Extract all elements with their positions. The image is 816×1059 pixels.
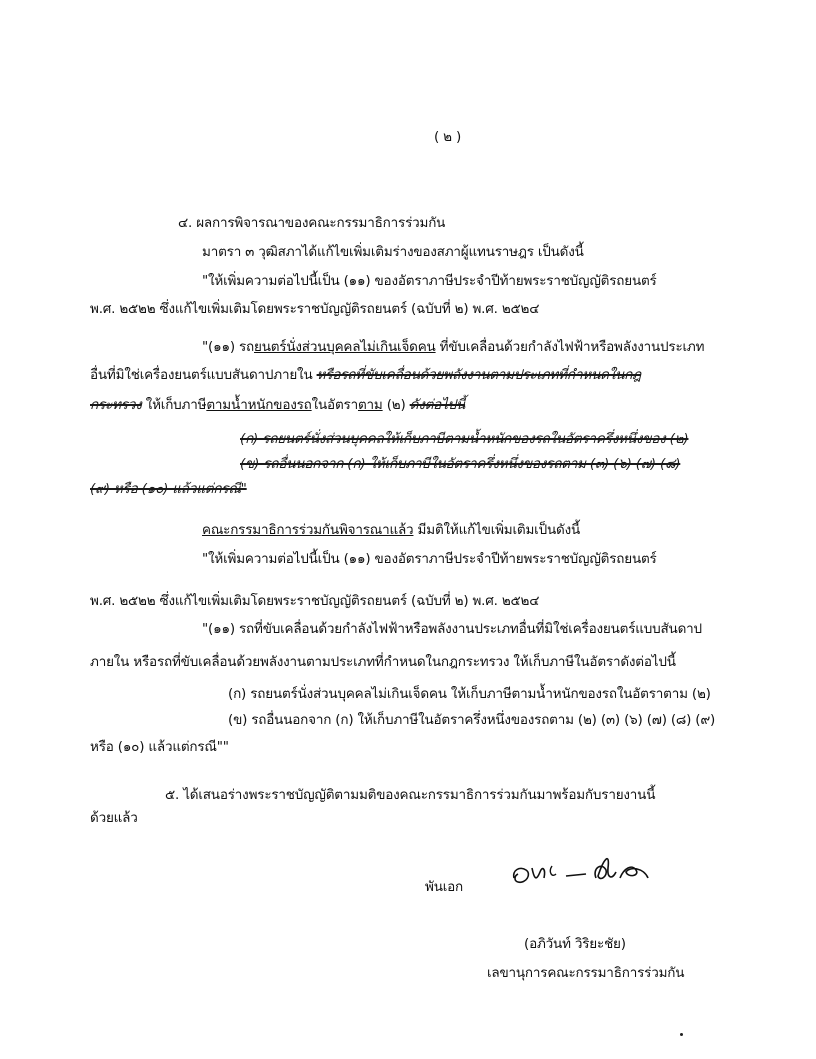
struck-text: กระทรวง (90, 397, 142, 413)
struck-text: (๙) หรือ (๑๐) แล้วแต่กรณี" (90, 481, 247, 497)
text-run: (๒) (382, 397, 410, 413)
text-run: "(๑๑) รถ (202, 339, 254, 355)
handwritten-signature (508, 848, 658, 898)
committee-text-line: (ข) รถอื่นนอกจาก (ก) ให้เก็บภาษีในอัตราครึ่งหนึ่งของรถตาม (๒) (๓) (๖) (๗) (๘) (๙) (228, 712, 716, 728)
section-5-line: ด้วยแล้ว (90, 810, 138, 826)
underlined-text: คณะกรรมาธิการร่วมกันพิจารณาแล้ว (202, 522, 414, 538)
underlined-text: ตามน้ำหนักของรถ (206, 397, 312, 413)
committee-text-line: (ก) รถยนตร์นั่งส่วนบุคคลไม่เกินเจ็ดคน ให้เก็บภาษีตามน้ำหนักของรถในอัตราตาม (๒) (228, 686, 711, 702)
section-4-intro: มาตรา ๓ วุฒิสภาได้แก้ไขเพิ่มเติมร่างของสภาผู้แทนราษฎร เป็นดังนี้ (202, 244, 584, 260)
text-run: ให้เก็บภาษี (141, 397, 207, 413)
text-run: ที่ขับเคลื่อนด้วยกำลังไฟฟ้าหรือพลังงานประเภท (435, 339, 705, 355)
signatory-position: เลขานุการคณะกรรมาธิการร่วมกัน (487, 965, 685, 981)
committee-text-line: หรือ (๑๐) แล้วแต่กรณี"" (90, 739, 229, 755)
struck-text: ดังต่อไปนี้ (409, 397, 466, 413)
senate-text-line (90, 396, 465, 414)
struck-text: (ข) รถอื่นนอกจาก (ก) ให้เก็บภาษีในอัตราครึ่งหนึ่งของรถตาม (๓) (๖) (๗) (๘) (240, 456, 681, 472)
signatory-rank: พันเอก (425, 879, 464, 895)
struck-text: หรือรถที่ขับเคลื่อนด้วยพลังงานตามประเภทที่กำหนดในกฎ (316, 367, 641, 383)
text-run: อื่นที่มิใช่เครื่องยนตร์แบบสันดาปภายใน (90, 367, 317, 383)
committee-text-line: ภายใน หรือรถที่ขับเคลื่อนด้วยพลังงานตามประเภทที่กำหนดในกฎกระทรวง ให้เก็บภาษีในอัตราดังต่อไปนี้ (90, 654, 676, 670)
underlined-text: ยนตร์นั่งส่วนบุคคลไม่เกินเจ็ดคน (254, 339, 436, 355)
section-4-heading: ๔. ผลการพิจารณาของคณะกรรมาธิการร่วมกัน (178, 215, 446, 231)
senate-text-line (202, 338, 704, 356)
text-run: ในอัตรา (311, 397, 358, 413)
section-5-line: ๕. ได้เสนอร่างพระราชบัญญัติตามมติของคณะกรรมาธิการร่วมกันมาพร้อมกับรายงานนี้ (165, 787, 656, 803)
committee-heading (202, 521, 580, 539)
senate-text-line (90, 366, 641, 384)
underlined-text: ตาม (357, 397, 383, 413)
senate-text-line: พ.ศ. ๒๕๒๒ ซึ่งแก้ไขเพิ่มเติมโดยพระราชบัญญัติรถยนตร์ (ฉบับที่ ๒) พ.ศ. ๒๕๒๔ (90, 301, 540, 317)
senate-text-line: "ให้เพิ่มความต่อไปนี้เป็น (๑๑) ของอัตราภาษีประจำปีท้ายพระราชบัญญัติรถยนตร์ (202, 273, 657, 289)
struck-text: (ก) รถยนตร์นั่งส่วนบุคคลให้เก็บภาษีตามน้ำหนักของรถในอัตราครึ่งหนึ่งของ (๒) (240, 431, 689, 447)
committee-text-line: "(๑๑) รถที่ขับเคลื่อนด้วยกำลังไฟฟ้าหรือพลังงานประเภทอื่นที่มิใช่เครื่องยนตร์แบบสันดาป (202, 621, 702, 637)
signatory-name: (อภิวันท์ วิริยะชัย) (524, 936, 626, 952)
speck (680, 1033, 683, 1036)
text-run: มีมติให้แก้ไขเพิ่มเติมเป็นดังนี้ (413, 522, 580, 538)
page-number: ( ๒ ) (434, 129, 462, 145)
committee-text-line: "ให้เพิ่มความต่อไปนี้เป็น (๑๑) ของอัตราภาษีประจำปีท้ายพระราชบัญญัติรถยนตร์ (202, 551, 657, 567)
committee-text-line: พ.ศ. ๒๕๒๒ ซึ่งแก้ไขเพิ่มเติมโดยพระราชบัญญัติรถยนตร์ (ฉบับที่ ๒) พ.ศ. ๒๕๒๔ (90, 593, 540, 609)
